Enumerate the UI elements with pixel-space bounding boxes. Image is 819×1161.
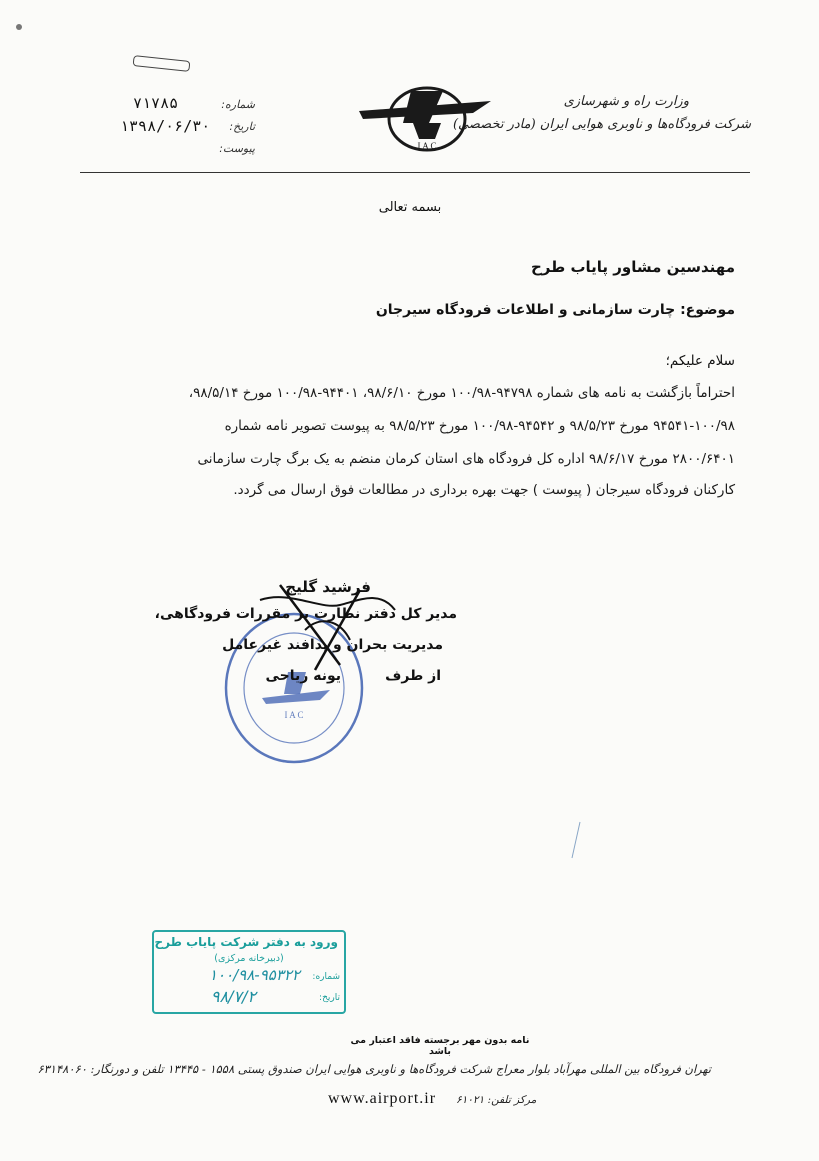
stamp-number-value: ۱۰۰/۹۸-۹۵۳۲۲ [208,966,300,984]
date-label: تاریخ: [229,120,255,133]
footer-center-code: مرکز تلفن: ۶۱۰۲۱ [456,1094,537,1106]
body-line: احتراماً بازگشت به نامه های شماره ۹۴۷۹۸-۱۰۰/۹۸ مورخ ۹۸/۶/۱۰، ۹۴۴۰۱-۱۰۰/۹۸ مورخ ۹۸/۵/۱۴، [188,385,735,401]
svg-text:I A C: I A C [284,710,304,720]
on-behalf-name: یونه ریاحی [265,668,341,684]
receipt-stamp [152,930,346,1014]
body-line: کارکنان فرودگاه سیرجان ( پیوست ) جهت بهره برداری در مطالعات فوق ارسال می گردد. [233,482,735,498]
greeting: سلام علیکم؛ [665,353,735,369]
stamp-date-label: تاریخ: [319,993,340,1003]
footer-address: تهران فرودگاه بین المللی مهرآباد بلوار معراج شرکت فرودگاه‌ها و ناوبری هوایی ایران صندوق پستی ۱۵۵۸ - ۱۳۴۴۵ تلفن و دورنگار: ۶۳۱۴۸۰۶۰ [37,1062,711,1076]
corner-dot [16,24,22,30]
margin-mark [568,820,584,860]
stamp-date-value: ۹۸/۷/۲ [210,987,256,1006]
stamp-number-label: شماره: [312,972,340,982]
letter-date: ۱۳۹۸/۰۶/۳۰ [120,117,211,135]
basmala: بسمه تعالی [378,200,442,215]
ministry-name: وزارت راه و شهرسازی [563,94,689,109]
body-line: ۲۸۰۰/۶۴۰۱ مورخ ۹۸/۶/۱۷ اداره کل فرودگاه های استان کرمان منضم به یک برگ چارت سازمانی [197,451,735,467]
signer-name: فرشید گلیج [285,578,371,596]
stamp-subtitle: (دبیرخانه مرکزی) [214,953,284,964]
addressee: مهندسین مشاور پایاب طرح [530,258,735,276]
subject-line: موضوع: چارت سازمانی و اطلاعات فرودگاه سیرجان [375,302,735,318]
signer-title-line-2: مدیریت بحران و پدافند غیرعامل [222,637,443,653]
iac-logo [355,83,495,155]
stamp-title: ورود به دفتر شرکت پایاب طرح [154,935,338,949]
signer-title-line-1: مدیر کل دفتر نظارت بر مقررات فرودگاهی، [154,606,457,622]
staple-mark [133,55,191,72]
letter-number: ۷۱۷۸۵ [133,94,179,112]
body-line: ۹۴۵۴۱-۱۰۰/۹۸ مورخ ۹۸/۵/۲۳ و ۹۴۵۴۲-۱۰۰/۹۸ مورخ ۹۸/۵/۲۳ به پیوست تصویر نامه شماره [224,418,735,434]
header-divider [80,172,750,173]
attachment-label: پیوست: [219,142,255,155]
footer-website: www.airport.ir [328,1090,437,1107]
on-behalf-label: از طرف [385,668,441,684]
footer-notice: نامه بدون مهر برجسته فاقد اعتبار می باشد [350,1035,530,1057]
logo-caption: I A C [417,141,437,151]
handwritten-signature [220,570,410,680]
company-name: شرکت فرودگاه‌ها و ناوبری هوایی ایران (مادر تخصصی) [452,117,751,132]
number-label: شماره: [221,98,255,111]
